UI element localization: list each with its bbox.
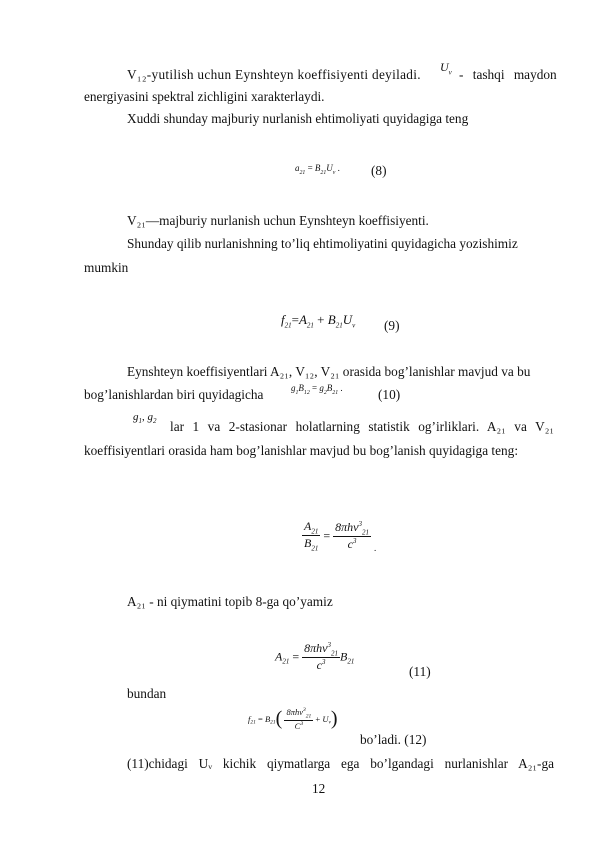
paragraph-line-13: bo’ladi. (12)	[360, 732, 427, 747]
equation-8-number: (8)	[371, 163, 387, 178]
equation-11: $A_{21}$ = $\frac{8\pi h\nu^3_{21}}{c^3}$ $B_{21}$	[275, 641, 355, 673]
equation-8: $a_{21} = B_{21}U_v$ .	[295, 163, 340, 176]
paragraph-line-10: koeffisiyentlari orasida ham bog’lanishlar mavjud bu bog’lanish quyidagiga teng:	[84, 443, 519, 458]
equation-12: $f_{21} = B_{21}$( $\frac{8\pi h\nu^3_{21}}{C^3}$ + $U_v$)	[248, 707, 338, 731]
g1-g2-symbols: $g_1$, $g_2$	[133, 411, 157, 426]
paragraph-line-14: (11)chidagi Uᵥ kichik qiymatlarga ega bo’lgandagi nurlanishlar A₂₁-ga	[127, 756, 554, 771]
paragraph-line-3: Xuddi shunday majburiy nurlanish ehtimoliyati quyidagiga teng	[127, 111, 469, 126]
paragraph-line-1-end: - tashqi maydon	[459, 67, 557, 82]
paragraph-line-9: lar 1 va 2-stasionar holatlarning statistik og’irliklari. A₂₁ va V₂₁	[170, 419, 554, 434]
line-1-text: V₁₂-yutilish uchun Eynshteyn koeffisiyenti deyiladi.	[127, 67, 421, 82]
equation-9-number: (9)	[384, 318, 400, 333]
symbol-U-nu: $U_v$	[440, 60, 452, 77]
paragraph-line-5: Shunday qilib nurlanishning to’liq ehtimoliyatini quyidagicha yozishimiz	[127, 236, 518, 251]
paragraph-line-1	[127, 67, 447, 83]
paragraph-line-7: Eynshteyn koeffisiyentlari A₂₁, V₁₂, V₂₁ orasida bog’lanishlar mavjud va bu	[127, 364, 531, 379]
paragraph-line-4: V₂₁—majburiy nurlanish uchun Eynshteyn koeffisiyenti.	[127, 213, 429, 228]
ratio-formula: $\frac{A_{21}}{B_{21}}$ = $\frac{8\pi h\nu^3_{21}}{c^3}$ .	[304, 519, 377, 553]
equation-9: $f_{21}=A_{21} + B_{21}U_v$	[281, 312, 356, 330]
page-number: 12	[312, 781, 326, 796]
paragraph-line-12: bundan	[127, 686, 167, 701]
equation-10-number: (10)	[378, 387, 401, 402]
equation-11-number: (11)	[409, 664, 431, 679]
paragraph-line-11: A₂₁ - ni qiymatini topib 8-ga qo’yamiz	[127, 594, 333, 609]
paragraph-line-2: energiyasini spektral zichligini xarakterlaydi.	[84, 89, 325, 104]
paragraph-line-8: bog’lanishlardan biri quyidagicha	[84, 387, 264, 402]
paragraph-line-6: mumkin	[84, 260, 129, 275]
equation-10: $g_1B_{12} = g_2B_{21}$ .	[291, 383, 343, 396]
